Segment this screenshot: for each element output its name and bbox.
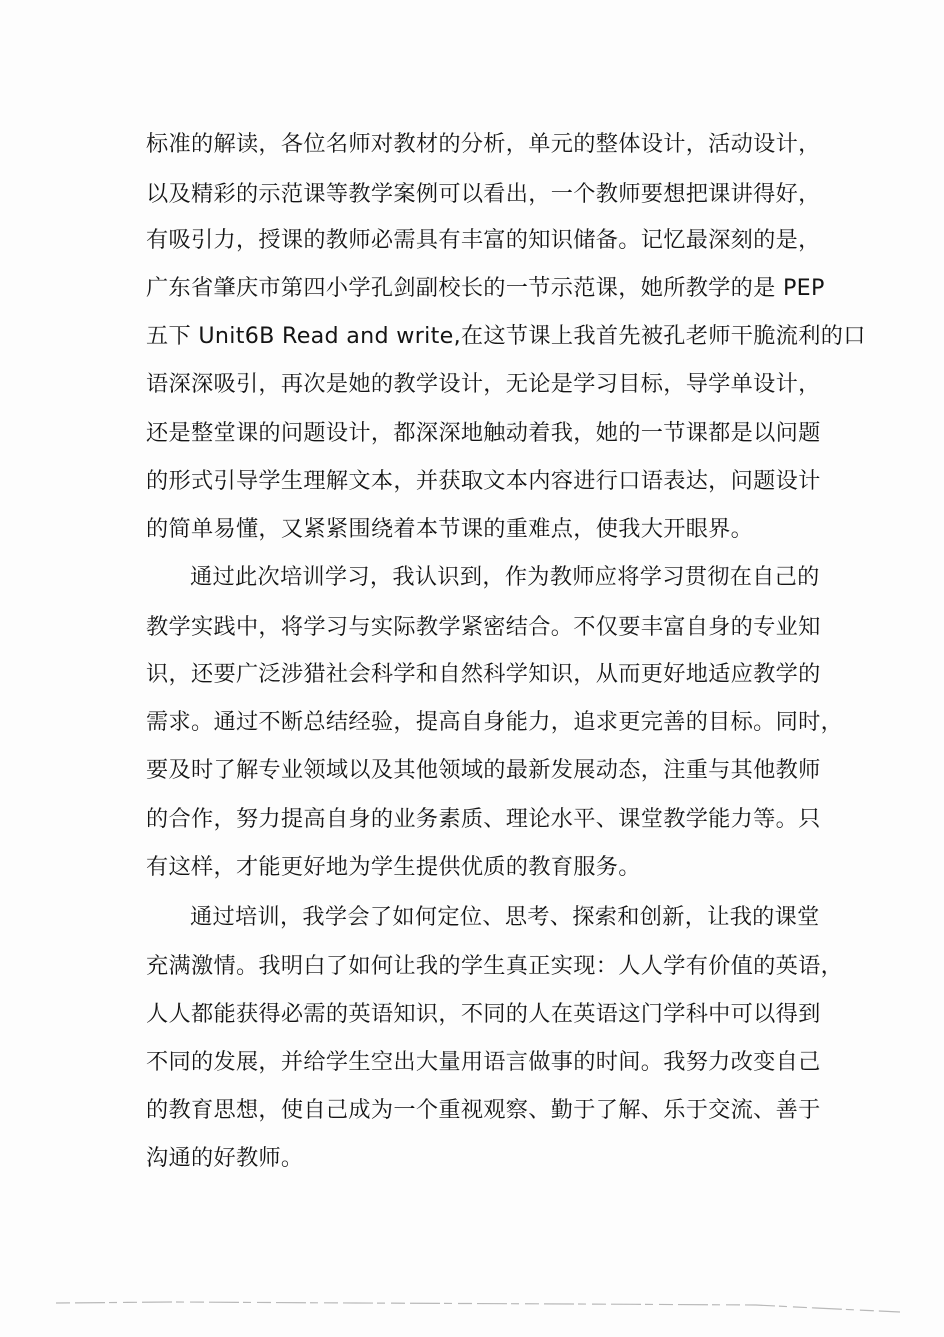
paragraph-2-line-7: 有这样，才能更好地为学生提供优质的教育服务。 bbox=[146, 854, 641, 880]
paragraph-2-line-1: 通过此次培训学习，我认识到，作为教师应将学习贯彻在自己的 bbox=[190, 564, 820, 590]
scan-edge-path bbox=[56, 1302, 900, 1312]
paragraph-1-line-6: 语深深吸引，再次是她的教学设计，无论是学习目标，导学单设计， bbox=[146, 371, 821, 397]
paragraph-3-line-3: 人人都能获得必需的英语知识，不同的人在英语这门学科中可以得到 bbox=[146, 1001, 821, 1027]
paragraph-1-line-9: 的简单易懂，又紧紧围绕着本节课的重难点，使我大开眼界。 bbox=[146, 516, 754, 542]
paragraph-3-line-2: 充满激情。我明白了如何让我的学生真正实现：人人学有价值的英语， bbox=[146, 953, 844, 979]
paragraph-3-line-6: 沟通的好教师。 bbox=[146, 1145, 304, 1171]
paragraph-3-line-5: 的教育思想，使自己成为一个重视观察、勤于了解、乐于交流、善于 bbox=[146, 1097, 821, 1123]
paragraph-1-line-4: 广东省肇庆市第四小学孔剑副校长的一节示范课，她所教学的是 PEP bbox=[146, 275, 825, 301]
paragraph-3-line-1: 通过培训，我学会了如何定位、思考、探索和创新，让我的课堂 bbox=[190, 904, 820, 930]
paragraph-1-line-1: 标准的解读，各位名师对教材的分析，单元的整体设计，活动设计， bbox=[146, 131, 821, 157]
paragraph-2-line-5: 要及时了解专业领域以及其他领域的最新发展动态，注重与其他教师 bbox=[146, 757, 821, 783]
paragraph-1-line-3: 有吸引力，授课的教师必需具有丰富的知识储备。记忆最深刻的是， bbox=[146, 227, 821, 253]
paragraph-2-line-6: 的合作，努力提高自身的业务素质、理论水平、课堂教学能力等。只 bbox=[146, 806, 821, 832]
paragraph-1-line-8: 的形式引导学生理解文本，并获取文本内容进行口语表达，问题设计 bbox=[146, 468, 821, 494]
paragraph-1-line-7: 还是整堂课的问题设计，都深深地触动着我，她的一节课都是以问题 bbox=[146, 420, 821, 446]
paragraph-3-line-4: 不同的发展，并给学生空出大量用语言做事的时间。我努力改变自己 bbox=[146, 1049, 821, 1075]
paragraph-1-line-2: 以及精彩的示范课等教学案例可以看出，一个教师要想把课讲得好， bbox=[146, 181, 821, 207]
paragraph-2-line-2: 教学实践中，将学习与实际教学紧密结合。不仅要丰富自身的专业知 bbox=[146, 614, 821, 640]
paragraph-1-line-5: 五下 Unit6B Read and write,在这节课上我首先被孔老师干脆流利的口 bbox=[146, 323, 866, 349]
paragraph-2-line-3: 识，还要广泛涉猎社会科学和自然科学知识，从而更好地适应教学的 bbox=[146, 661, 821, 687]
scan-edge-mark bbox=[56, 1299, 900, 1301]
scan-edge-svg bbox=[56, 1299, 900, 1313]
paragraph-2-line-4: 需求。通过不断总结经验，提高自身能力，追求更完善的目标。同时， bbox=[146, 709, 844, 735]
